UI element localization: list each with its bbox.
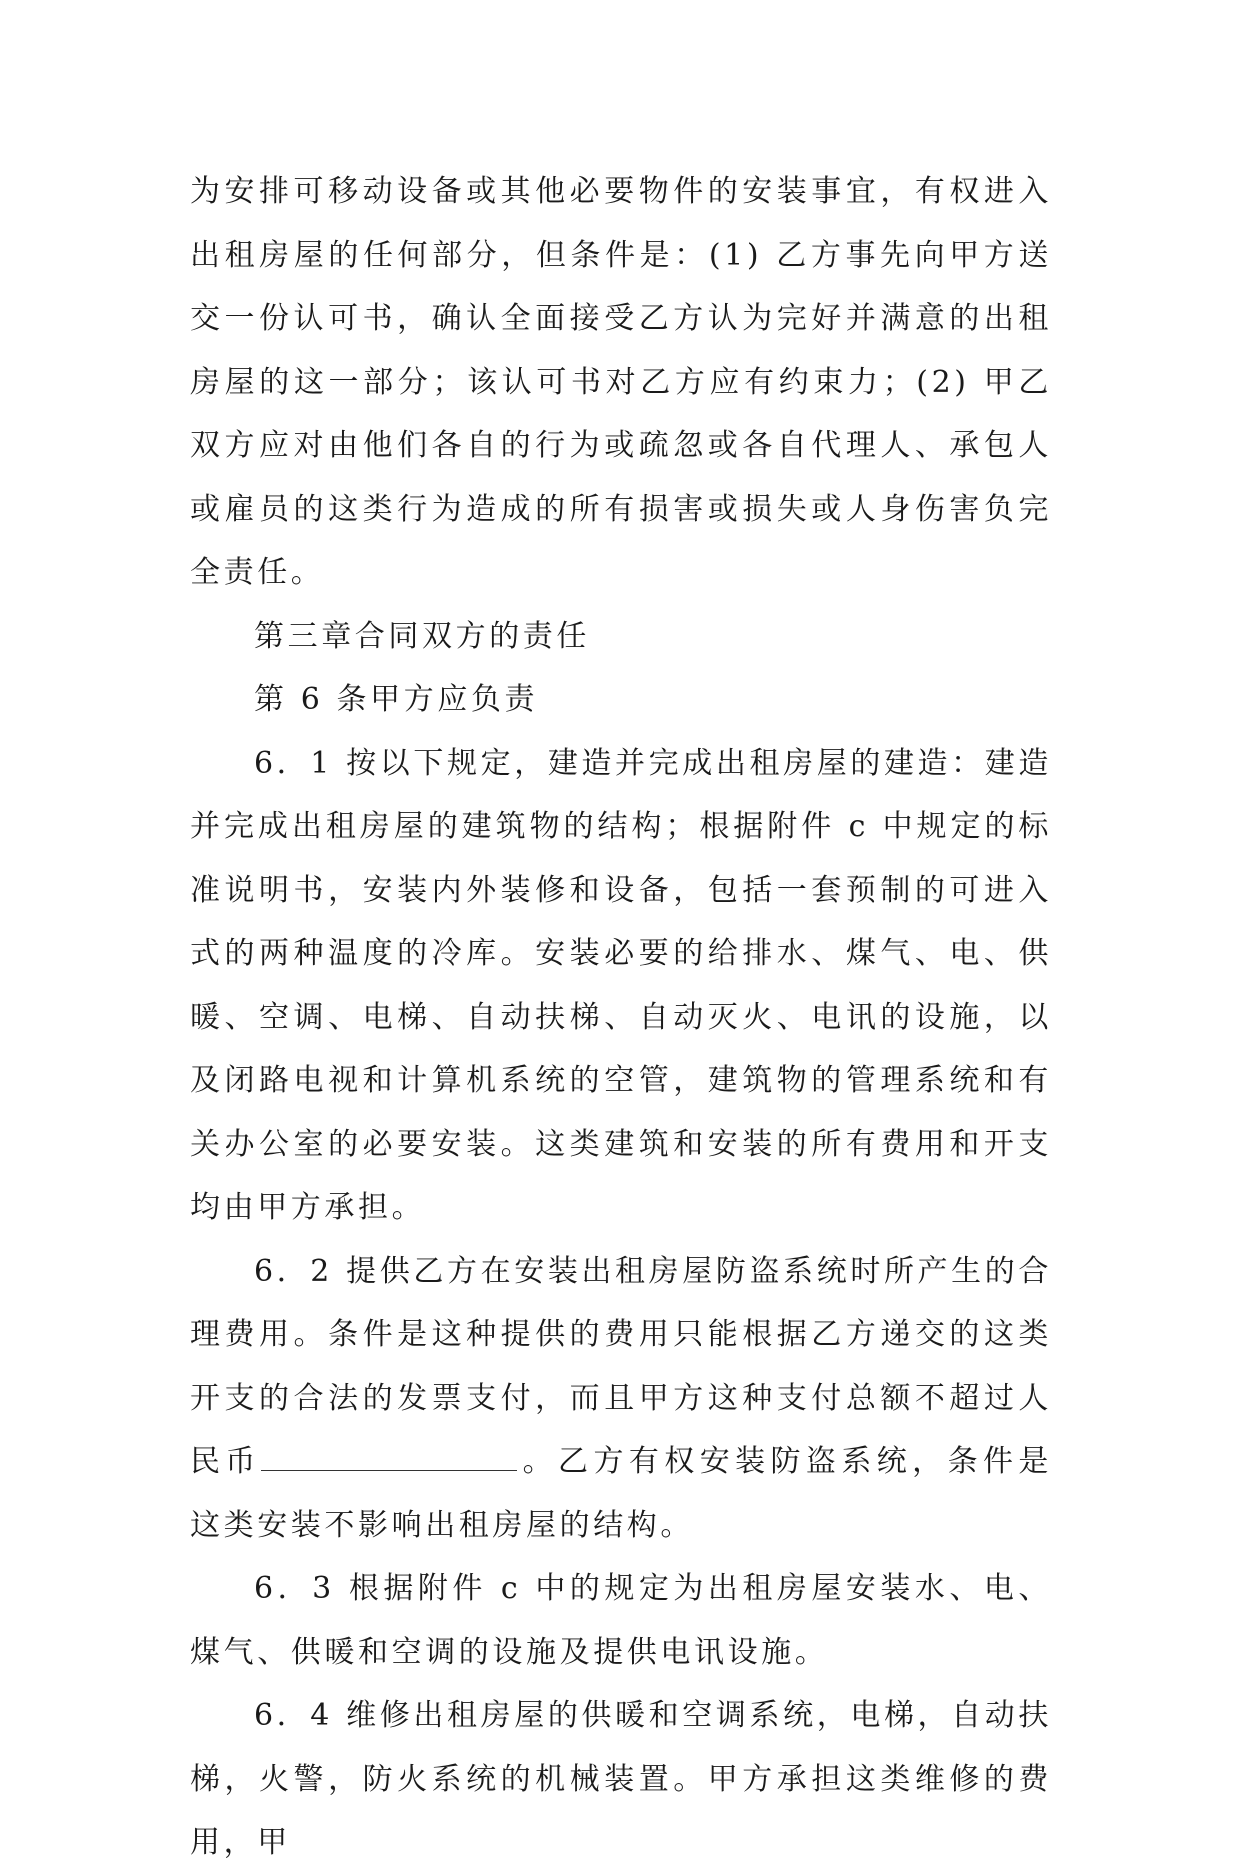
clause-6-4: 6．4 维修出租房屋的供暖和空调系统，电梯，自动扶梯，火警，防火系统的机械装置。甲方承担这类维修的费用，甲 bbox=[190, 1698, 1052, 1860]
document-body bbox=[190, 160, 1052, 1875]
chapter-heading: 第三章合同双方的责任 bbox=[254, 618, 590, 654]
clause-6-2 bbox=[190, 1240, 1052, 1558]
amount-blank-line bbox=[261, 1444, 517, 1471]
article-heading: 第 6 条甲方应负责 bbox=[254, 682, 539, 717]
clause-6-2-text: 6．2 提供乙方在安装出租房屋防盗系统时所产生的合理费用。条件是这种提供的费用只能根据乙方递交的这类开支的合法的发票支付，而且甲方这种支付总额不超过人民币 bbox=[190, 1253, 1052, 1479]
clause-6-1: 6．1 按以下规定，建造并完成出租房屋的建造：建造并完成出租房屋的建筑物的结构；根据附件 c 中规定的标准说明书，安装内外装修和设备，包括一套预制的可进入式的两种温度的冷库。安装必要的给排水、煤气、电、供暖、空调、电梯、自动扶梯、自动灭火、电讯的设施，以及闭路电视和计算机系统的空管，建筑物的管理系统和有关办公室的必要安装。这类建筑和安装的所有费用和开支均由甲方承担。 bbox=[190, 745, 1052, 1225]
paragraph-continuation: 为安排可移动设备或其他必要物件的安装事宜，有权进入出租房屋的任何部分，但条件是：(1) 乙方事先向甲方送交一份认可书，确认全面接受乙方认为完好并满意的出租房屋的这一部分；该认可书对乙方应有约束力；(2) 甲乙双方应对由他们各自的行为或疏忽或各自代理人、承包人或雇员的这类行为造成的所有损害或损失或人身伤害负完全责任。 bbox=[190, 174, 1052, 590]
clause-6-3: 6．3 根据附件 c 中的规定为出租房屋安装水、电、煤气、供暖和空调的设施及提供电讯设施。 bbox=[190, 1571, 1052, 1670]
clause-6-2-text-continued: 。乙方有权安装防盗系统，条件是这类安装不影响出租房屋的结构。 bbox=[190, 1444, 1053, 1543]
